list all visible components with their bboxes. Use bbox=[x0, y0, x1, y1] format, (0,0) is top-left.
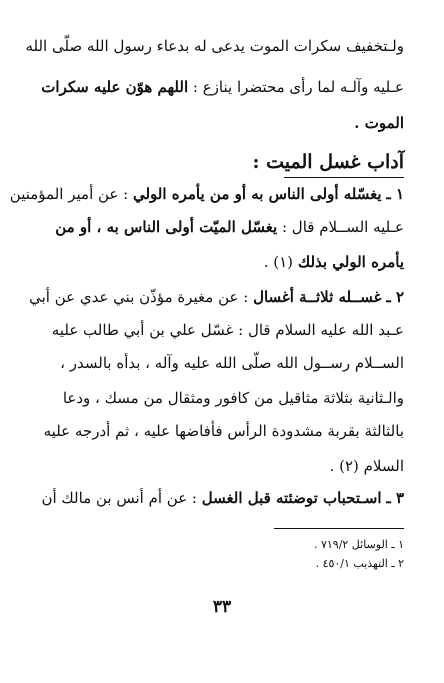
page-number: ٣٣ bbox=[212, 597, 232, 617]
text-span: السلام bbox=[363, 457, 404, 475]
heading-underline bbox=[284, 177, 404, 178]
text-line-7 bbox=[29, 287, 404, 307]
text-span: والـثانية بثلاثة مثاقيل من كافور ومثقال من مسك ، ودعا bbox=[62, 389, 404, 407]
footnote-ref: (٢) . bbox=[329, 457, 359, 475]
text-span: عـليه الســلام قال : bbox=[281, 218, 404, 236]
text-span: : عن مغيرة مؤذّن بني عدي عن أبي bbox=[29, 288, 249, 306]
text-span: الســلام رســول الله صلّى الله عليه وآله ، بدأه بالسدر ، bbox=[60, 354, 404, 372]
footnote-ref: (١) . bbox=[263, 253, 294, 271]
text-span: عـليه وآلـه لما رأى محتضرا ينازع : bbox=[192, 78, 404, 96]
text-line-2 bbox=[40, 77, 404, 97]
footnote-2: ٢ ـ التهذيب ٤٥٠/١ . bbox=[315, 557, 404, 570]
text-span: الموت . bbox=[354, 114, 404, 132]
bold-text-span: غســله ثلاثــة أغسال bbox=[253, 288, 382, 306]
text-span: : عن أم أنس بن مالك أن bbox=[41, 489, 197, 507]
text-line-13 bbox=[40, 488, 404, 508]
text-line-10 bbox=[40, 388, 404, 408]
text-line-8 bbox=[40, 320, 404, 340]
item-number: ٣ ـ bbox=[386, 489, 404, 507]
text-line-9 bbox=[40, 353, 404, 373]
text-line-11 bbox=[40, 421, 404, 441]
text-span: ولـتخفيف سكرات الموت يدعى له بدعاء رسول الله صلّى الله bbox=[25, 37, 404, 55]
bold-text-span: يغسّل الميّت أولى الناس به ، أو من bbox=[55, 218, 278, 236]
text-line-1 bbox=[25, 36, 404, 56]
bold-text-span: يغسّله أولى الناس به أو من يأمره الولي bbox=[132, 185, 382, 203]
item-number: ٢ ـ bbox=[386, 288, 404, 306]
text-line-3 bbox=[40, 113, 404, 133]
text-line-5 bbox=[40, 217, 404, 237]
footnote-1: ١ ـ الوسائل ٧١٩/٢ . bbox=[313, 538, 404, 551]
bold-text-span: يأمره الولي بذلك bbox=[297, 253, 404, 271]
text-span: : عن أمير المؤمنين bbox=[9, 185, 129, 203]
section-heading: آداب غسل الميت : bbox=[252, 151, 404, 173]
text-span: بالثالثة بقربة مشدودة الرأس فأفاضها عليه ، ثم أدرجه عليه bbox=[43, 422, 404, 440]
bold-text-span: اللهم هوّن عليه سكرات bbox=[41, 78, 189, 96]
bold-text-span: اسـتحباب توضئته قبل الغسل bbox=[201, 489, 382, 507]
text-span: عـبد الله عليه السلام قال : غسّل علي بن أبي طالب عليه bbox=[51, 321, 404, 339]
text-line-4 bbox=[9, 184, 404, 204]
text-line-6 bbox=[40, 252, 404, 272]
item-number: ١ ـ bbox=[386, 185, 404, 203]
footnote-separator bbox=[274, 528, 404, 529]
text-line-12 bbox=[40, 456, 404, 476]
